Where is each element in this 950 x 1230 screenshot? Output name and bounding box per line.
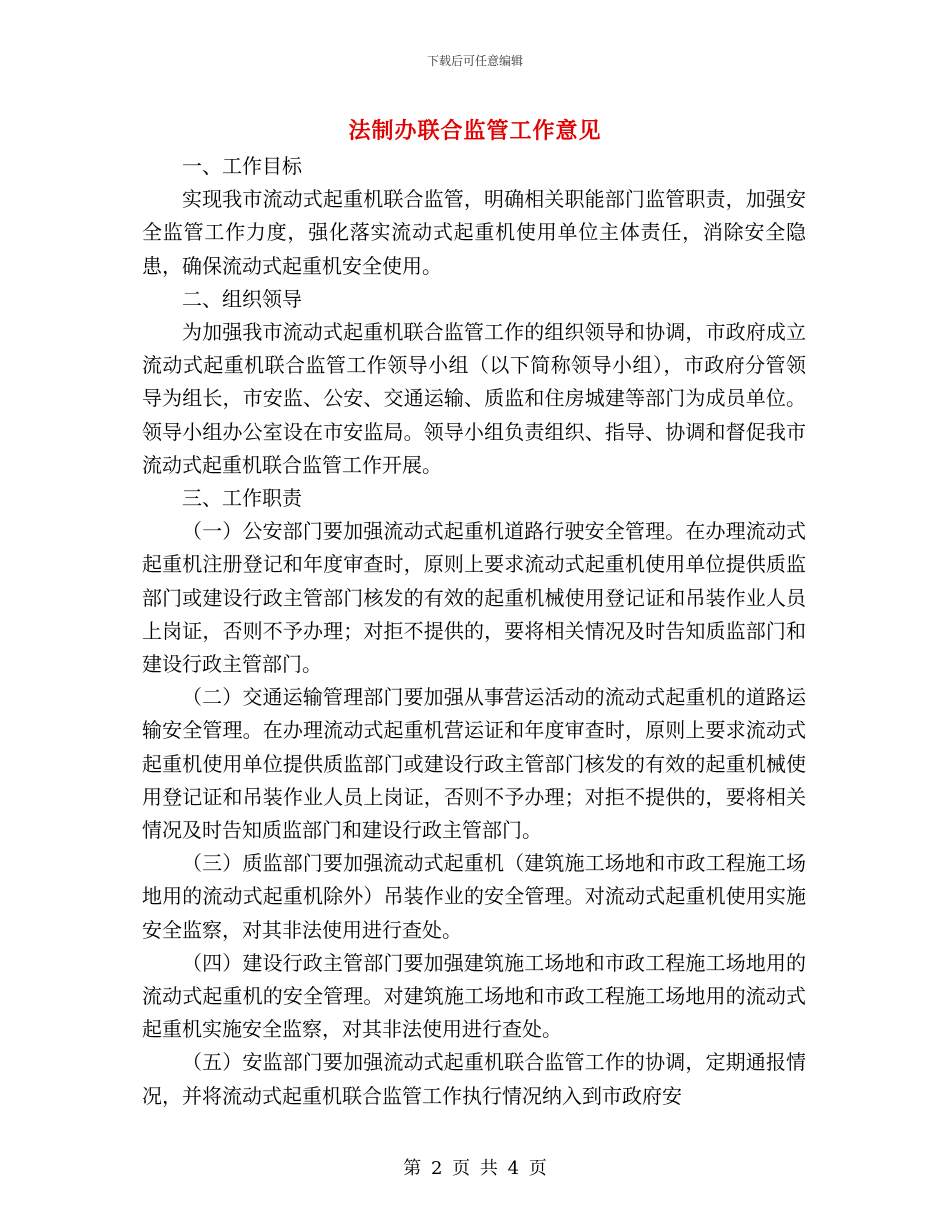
document-body: [142, 150, 806, 1113]
paragraph-duty-3: （三）质监部门要加强流动式起重机（建筑施工场地和市政工程施工场地用的流动式起重机除外）吊装作业的安全管理。对流动式起重机使用实施安全监察，对其非法使用进行查处。: [142, 851, 806, 942]
paragraph-duty-4: （四）建设行政主管部门要加强建筑施工场地和市政工程施工场地用的流动式起重机的安全管理。对建筑施工场地和市政工程施工场地用的流动式起重机实施安全监察，对其非法使用进行查处。: [142, 950, 806, 1042]
section-heading-leadership: 二、组织领导: [182, 286, 302, 311]
paragraph-goal: 实现我市流动式起重机联合监管，明确相关职能部门监管职责，加强安全监管工作力度，强化落实流动式起重机使用单位主体责任，消除安全隐患，确保流动式起重机安全使用。: [142, 187, 806, 278]
page-footer: 第 2 页 共 4 页: [403, 1158, 547, 1179]
section-heading-goal: 一、工作目标: [182, 154, 302, 178]
document-title: 法制办联合监管工作意见: [348, 118, 602, 144]
paragraph-leadership: 为加强我市流动式起重机联合监管工作的组织领导和协调，市政府成立流动式起重机联合监管工作领导小组（以下简称领导小组），市政府分管领导为组长，市安监、公安、交通运输、质监和住房城建等部门为成员单位。领导小组办公室设在市安监局。领导小组负责组织、指导、协调和督促我市流动式起重机联合监管工作开展。: [142, 320, 806, 477]
paragraph-duty-2: （二）交通运输管理部门要加强从事营运活动的流动式起重机的道路运输安全管理。在办理流动式起重机营运证和年度审查时，原则上要求流动式起重机使用单位提供质监部门或建设行政主管部门核发的有效的起重机械使用登记证和吊装作业人员上岗证，否则不予办理；对拒不提供的，要将相关情况及时告知质监部门和建设行政主管部门。: [142, 685, 806, 843]
paragraph-duty-5: （五）安监部门要加强流动式起重机联合监管工作的协调，定期通报情况，并将流动式起重机联合监管工作执行情况纳入到市政府安: [142, 1050, 806, 1108]
paragraph-duty-1: （一）公安部门要加强流动式起重机道路行驶安全管理。在办理流动式起重机注册登记和年度审查时，原则上要求流动式起重机使用单位提供质监部门或建设行政主管部门核发的有效的起重机械使用登记证和吊装作业人员上岗证，否则不予办理；对拒不提供的，要将相关情况及时告知质监部门和建设行政主管部门。: [142, 519, 806, 677]
section-heading-duties: 三、工作职责: [182, 486, 302, 511]
header-note: 下载后可任意编辑: [426, 54, 523, 68]
